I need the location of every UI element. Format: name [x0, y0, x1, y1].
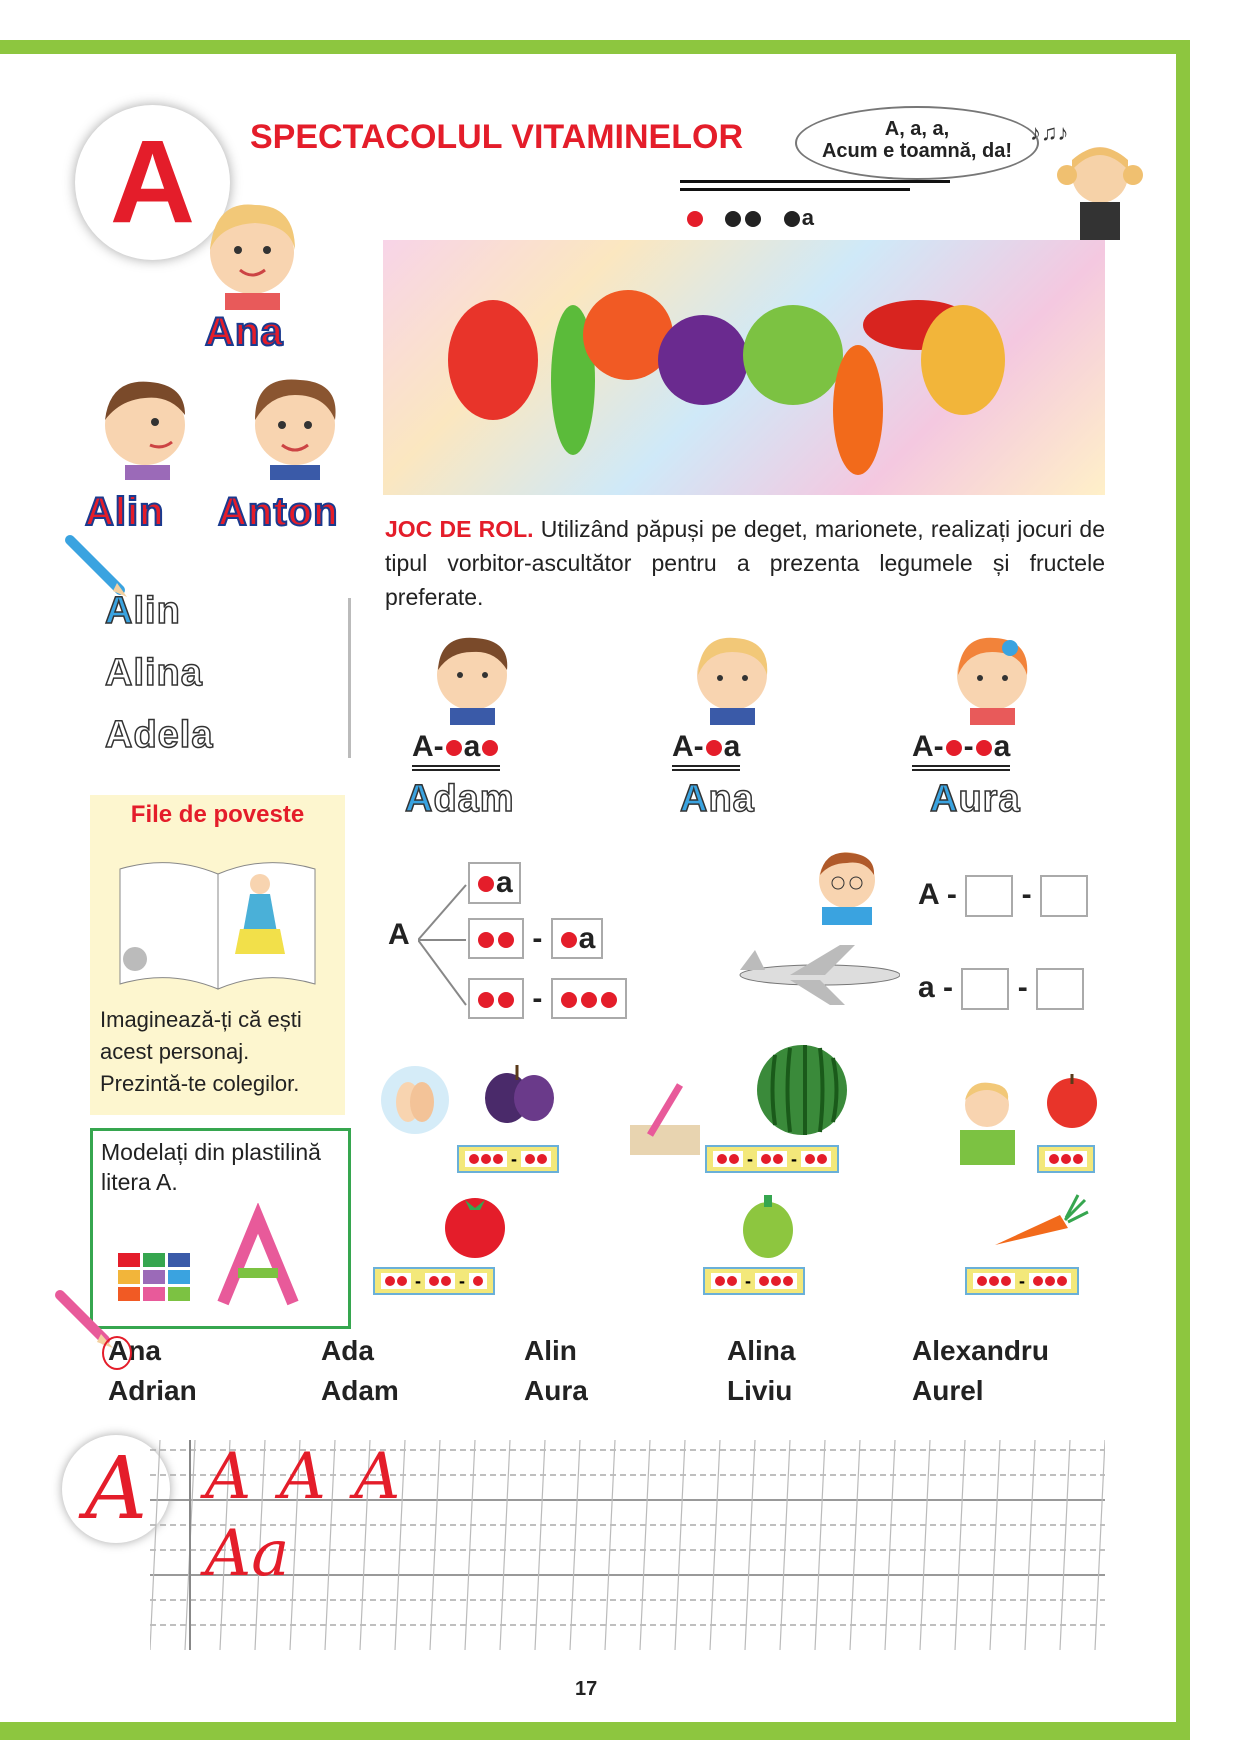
page-frame-top	[0, 40, 1190, 54]
word-list-row-2	[108, 1375, 1049, 1415]
word-list-item: Ana	[108, 1335, 161, 1366]
tree-leaf-1: a	[468, 862, 521, 904]
cursive-row-1: A A A	[205, 1440, 405, 1514]
thinking-boy-icon	[950, 1075, 1025, 1165]
trace-name-1	[105, 590, 213, 652]
trace-name-list	[105, 590, 213, 776]
answer-box-lower-2[interactable]	[1036, 968, 1084, 1010]
tree-root: A	[388, 918, 410, 951]
rhythm-lines	[680, 180, 950, 196]
clapping-hands-icon	[380, 1060, 450, 1140]
word-list-item: Adrian	[108, 1375, 197, 1406]
word-list-item: Ada	[321, 1335, 374, 1366]
syllable-schema-adam: A- a	[412, 730, 500, 764]
syllable-strip-plum: -	[457, 1145, 559, 1173]
story-title: File de poveste	[130, 801, 305, 828]
girl-aura-illustration	[950, 630, 1035, 725]
role-play-instructions	[385, 512, 1105, 614]
word-list	[108, 1335, 1049, 1415]
cursive-row-2: Aa	[205, 1517, 290, 1591]
syllable-schema-aura: A- - a	[912, 730, 1010, 764]
word-list-row-1	[108, 1335, 1049, 1375]
schema-aura-vowel: a	[993, 730, 1011, 763]
plasticine-box	[90, 1128, 351, 1329]
boy-adam-illustration	[430, 630, 515, 725]
role-play-lead: JOC DE ROL.	[385, 516, 534, 542]
bubble-line-2: Acum e toamnă, da!	[821, 140, 1013, 162]
lesson-letter: A	[109, 116, 196, 248]
syllable-strip-watermelon: - -	[705, 1145, 839, 1173]
syllable-strip-apple	[1037, 1145, 1095, 1173]
answer-box-lower-1[interactable]	[961, 968, 1009, 1010]
word-list-item: Alin	[524, 1335, 577, 1366]
vitamins-show-illustration	[383, 240, 1105, 495]
plasticine-text: Modelați din plastilină litera A.	[101, 1139, 321, 1195]
word-list-item: Alina	[727, 1335, 796, 1366]
tomato-illustration	[440, 1190, 510, 1260]
pencil-writing-icon	[630, 1080, 700, 1155]
syllable-strip-tomato: - -	[373, 1267, 495, 1295]
green-pepper-illustration	[738, 1190, 798, 1260]
word-list-item: Alexandru	[912, 1335, 1049, 1366]
tree-leaf-3: -	[468, 982, 627, 1016]
rhythm-syllables: a	[685, 205, 814, 231]
kid-name-alin: Alin	[85, 490, 165, 534]
page-frame-bottom	[0, 1722, 1190, 1740]
syllable-name-aura: Aura	[930, 778, 1021, 820]
role-play-text: Utilizând păpuși pe deget, marionete, realizați jocuri de tipul vorbitor-ascultător pentru a prezenta legumele și fructele preferate.	[385, 516, 1105, 610]
tree-branches	[418, 875, 468, 1025]
word-list-item: Liviu	[727, 1375, 793, 1406]
apple-illustration	[1045, 1070, 1100, 1130]
circle-highlight	[102, 1336, 132, 1370]
plasticine-illustration	[93, 1203, 343, 1313]
fill-boxes-upper: A - -	[918, 875, 1088, 917]
dancing-fruits-illustration	[383, 240, 1105, 495]
word-list-item: Aura	[524, 1375, 588, 1406]
open-book-illustration	[90, 829, 345, 1004]
trace-name-1-first: A	[105, 590, 134, 632]
singing-girl-illustration	[1055, 140, 1145, 240]
trace-name-1-rest: lin	[133, 590, 181, 632]
syllable-schema-ana: A- a	[672, 730, 740, 764]
syllable-strip-pepper: -	[703, 1267, 805, 1295]
schema-adam-vowel: a	[463, 730, 481, 763]
airplane-illustration	[730, 940, 900, 1010]
schema-aura-letter: A	[912, 730, 934, 763]
trace-name-2: Alina	[105, 652, 203, 694]
syllable-strip-carrot: -	[965, 1267, 1079, 1295]
cursive-letter: A	[84, 1439, 148, 1539]
girl-ana-illustration	[195, 195, 310, 310]
watermelon-illustration	[755, 1040, 850, 1140]
story-text: Imaginează-ți că ești acest personaj. Prezintă-te colegilor.	[100, 1007, 302, 1096]
carrot-illustration	[990, 1190, 1090, 1255]
boy-anton-illustration	[240, 370, 350, 480]
divider-vertical	[348, 598, 351, 758]
answer-box-upper-1[interactable]	[965, 875, 1013, 917]
kid-name-anton: Anton	[218, 490, 339, 534]
story-box	[90, 795, 345, 1115]
schema-ana-vowel: a	[723, 730, 741, 763]
plum-illustration	[482, 1060, 557, 1125]
trace-name-3: Adela	[105, 714, 214, 756]
schema-ana-letter: A	[672, 730, 694, 763]
word-list-item: Aurel	[912, 1375, 984, 1406]
schema-adam-letter: A	[412, 730, 434, 763]
syllable-name-ana: Ana	[680, 778, 755, 820]
fill-boxes-lower: a - -	[918, 968, 1084, 1010]
speech-bubble	[795, 106, 1039, 180]
girl-ana-small-illustration	[690, 630, 775, 725]
bubble-line-1: A, a, a,	[884, 118, 950, 140]
man-with-glasses-illustration	[810, 845, 885, 925]
page-frame-right	[1176, 40, 1190, 1740]
answer-box-upper-2[interactable]	[1040, 875, 1088, 917]
word-list-item: Adam	[321, 1375, 399, 1406]
syllable-name-adam: Adam	[405, 778, 515, 820]
page-number: 17	[575, 1678, 598, 1700]
boy-alin-illustration	[90, 370, 200, 480]
page-title: SPECTACOLUL VITAMINELOR	[250, 118, 743, 156]
kid-name-ana: Ana	[205, 310, 284, 354]
tree-leaf-2: - a	[468, 922, 603, 956]
svg-text:♪♫♪: ♪♫♪	[1030, 120, 1069, 145]
